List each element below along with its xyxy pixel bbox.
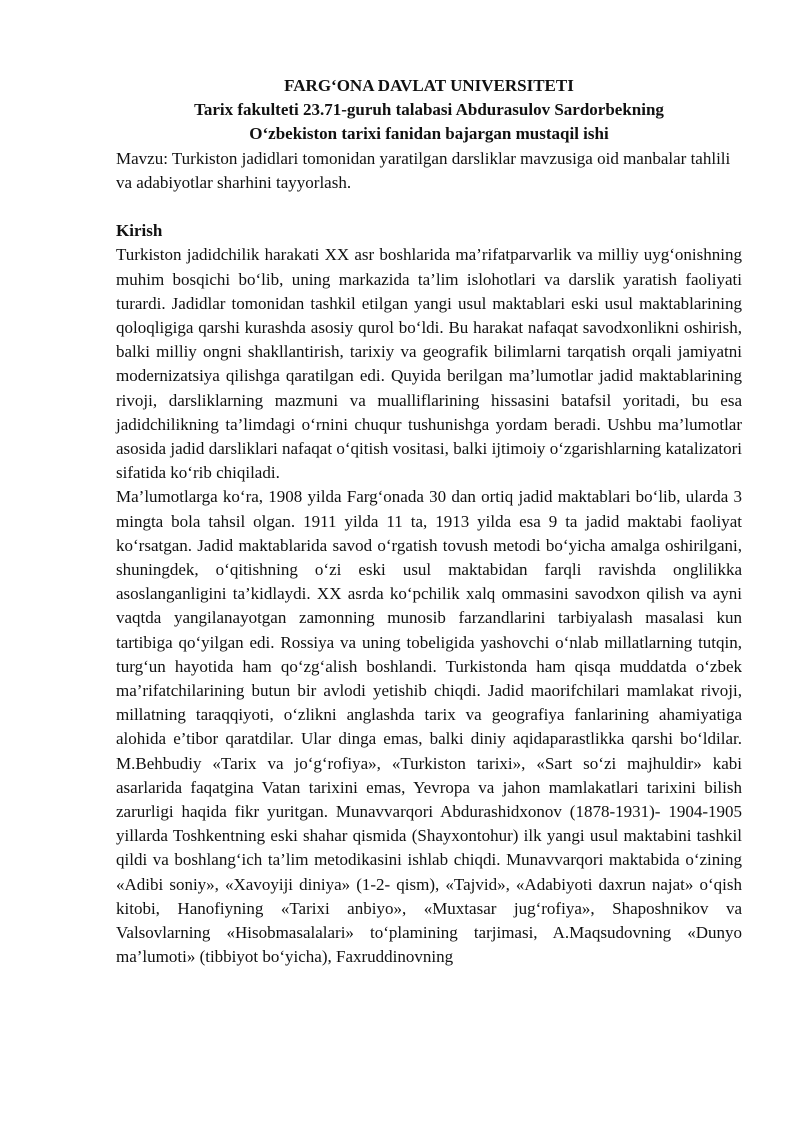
document-header xyxy=(116,74,742,147)
paragraph-intro: Turkiston jadidchilik harakati XX asr boshlarida ma’rifatparvarlik va milliy uygʻonishning muhim bosqichi boʻlib, uning markazida ta’lim islohotlari va darslik yaratish faoliyati turardi. Jadidlar tomonidan tashkil etilgan yangi usul maktablari eski usul maktablarining qoloqligiga qarshi kurashda asosiy qurol boʻldi. Bu harakat nafaqat savodxonlikni oshirish, balki milliy ongni shakllantirish, tarixiy va geografik bilimlarni tarqatish orqali jamiyatni modernizatsiya qilishga qaratilgan edi. Quyida berilgan ma’lumotlar jadid maktablarining rivoji, darsliklarning mazmuni va mualliflarining hissasini batafsil yoritadi, bu esa jadidchilikning ta’limdagi oʻrnini chuqur tushunishga yordam beradi. Ushbu ma’lumotlar asosida jadid darsliklari nafaqat oʻqitish vositasi, balki ijtimoiy oʻzgarishlarning katalizatori sifatida koʻrib chiqiladi. xyxy=(116,245,742,483)
work-title: Oʻzbekiston tarixi fanidan bajargan mustaqil ishi xyxy=(249,124,609,144)
topic-line: Mavzu: Turkiston jadidlari tomonidan yaratilgan darsliklar mavzusiga oid manbalar tahlili va adabiyotlar sharhini tayyorlash. xyxy=(116,148,731,192)
blank-line xyxy=(116,195,742,219)
student-info: Tarix fakulteti 23.71-guruh talabasi Abdurasulov Sardorbekning xyxy=(194,100,664,120)
section-heading: Kirish xyxy=(116,221,163,241)
university-name: FARGʻONA DAVLAT UNIVERSITETI xyxy=(284,76,574,95)
document-page xyxy=(116,74,742,970)
paragraph-main: Ma’lumotlarga koʻra, 1908 yilda Fargʻonada 30 dan ortiq jadid maktablari boʻlib, ularda 3 mingta bola tahsil olgan. 1911 yilda 11 ta, 1913 yilda esa 9 ta jadid maktabi faoliyat koʻrsatgan. Jadid maktablarida savod oʻrgatish tovush metodi boʻyicha amalga oshirilgani, shuningdek, oʻqitishning oʻzi eski usul maktabidan farqli ravishda onglilikka asoslanganligini ta’kidlaydi. XX asrda koʻpchilik xalq ommasini savodxon qilish va ayni vaqtda yangilanayotgan zamonning munosib farzandlarini tarbiyalash masalasi kun tartibiga qoʻyilgan edi. Rossiya va uning tobeligida yashovchi oʻnlab millatlarning tutqin, turgʻun hayotida ham qoʻzgʻalish boshlandi. Turkistonda ham qisqa muddatda oʻzbek ma’rifatchilarining butun bir avlodi yetishib chiqdi. Jadid maorifchilari mamlakat rivoji, millatning taraqqiyoti, oʻzlikni anglashda tarix va geografiya fanlarining ahamiyatiga alohida e’tibor qaratdilar. Ular dinga emas, balki diniy aqidaparastlikka qarshi boʻldilar. M.Behbudiy «Tarix va joʻgʻrofiya», «Turkiston tarixi», «Sart soʻzi majhuldir» kabi asarlarida faqatgina Vatan tarixini emas, Yevropa va jahon mamlakatlari tarixini bilish zarurligi haqida fikr yuritgan. Munavvarqori Abdurashidxonov (1878-1931)- 1904-1905 yillarda Toshkentning eski shahar qismida (Shayxontohur) ilk yangi usul maktabini tashkil qildi va boshlangʻich ta’lim metodikasini ishlab chiqdi. Munavvarqori maktabida oʻzining «Adibi soniy», «Xavoyiji diniya» (1-2- qism), «Tajvid», «Adabiyoti daxrun najat» oʻqish kitobi, Hanofiyning «Tarixi anbiyo», «Muxtasar jugʻrofiya», Shaposhnikov va Valsovlarning «Hisobmasalalari» toʻplamining tarjimasi, A.Maqsudovning «Dunyo ma’lumoti» (tibbiyot boʻyicha), Faxruddinovning xyxy=(116,487,742,967)
